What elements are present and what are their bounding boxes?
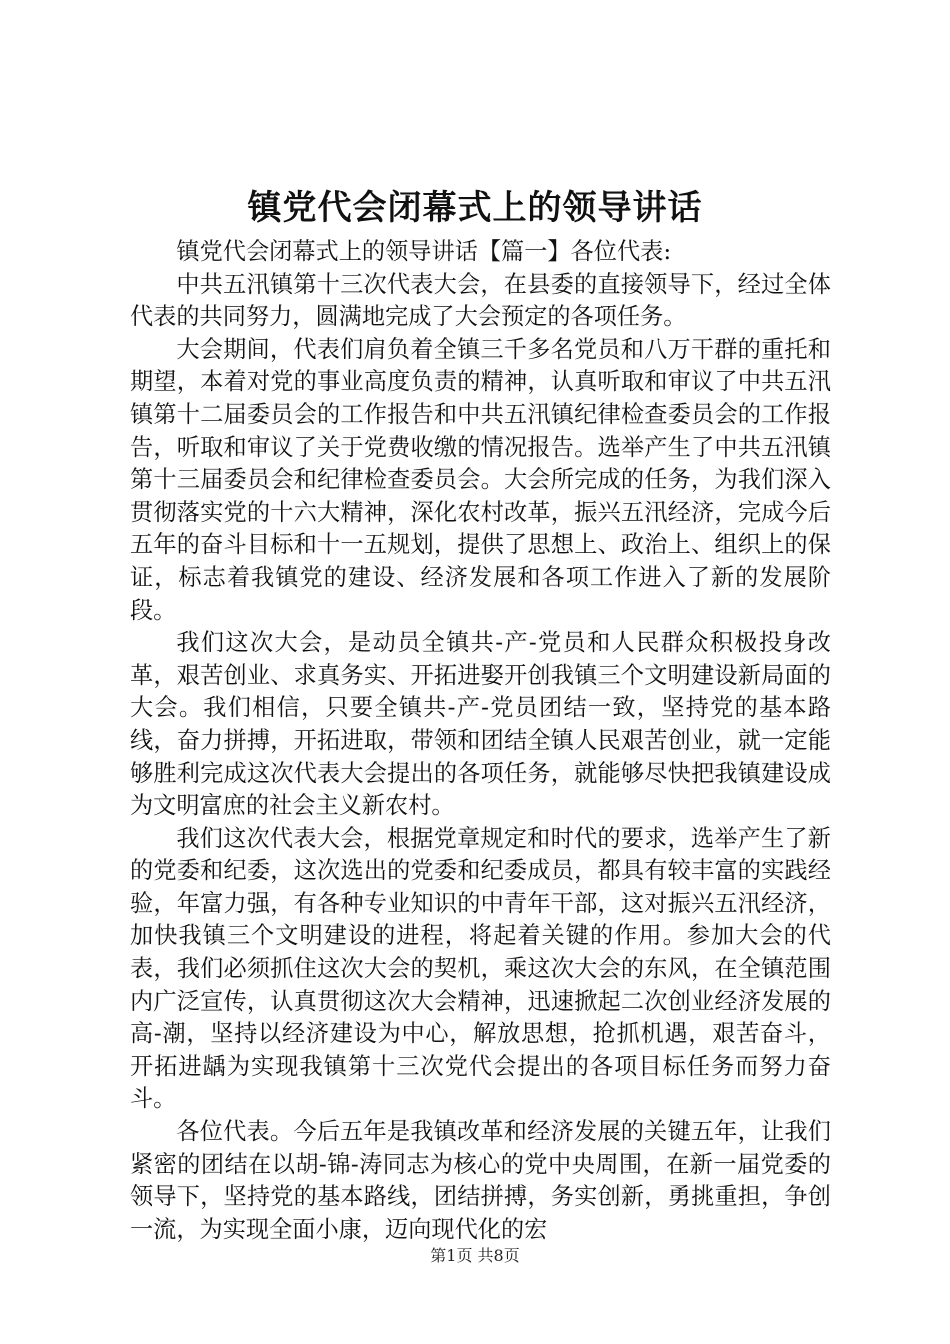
paragraph-2: 中共五汛镇第十三次代表大会，在县委的直接领导下，经过全体代表的共同努力，圆满地完成了大会预定的各项任务。 bbox=[130, 270, 831, 331]
paragraph-1: 镇党代会闭幕式上的领导讲话【篇一】各位代表: bbox=[176, 238, 672, 265]
paragraph-6: 各位代表。今后五年是我镇改革和经济发展的关键五年，让我们紧密的团结在以胡-锦-涛同志为核心的党中央周围，在新一届党委的领导下，坚持党的基本路线，团结拼搏，务实创新，勇挑重担，争创一流，为实现全面小康，迈向现代化的宏 bbox=[130, 1118, 831, 1243]
paragraph-4: 我们这次大会，是动员全镇共-产-党员和人民群众积极投身改革，艰苦创业、求真务实、开拓进娶开创我镇三个文明建设新局面的大会。我们相信，只要全镇共-产-党员团结一致，坚持党的基本路线，奋力拼搏，开拓进取，带领和团结全镇人民艰苦创业，就一定能够胜利完成这次代表大会提出的各项任务，就能够尽快把我镇建设成为文明富庶的社会主义新农村。 bbox=[130, 629, 831, 820]
paragraph-3: 大会期间，代表们肩负着全镇三千多名党员和八万干群的重托和期望，本着对党的事业高度负责的精神，认真听取和审议了中共五汛镇第十二届委员会的工作报告和中共五汛镇纪律检查委员会的工作报告，听取和审议了关于党费收缴的情况报告。选举产生了中共五汛镇第十三届委员会和纪律检查委员会。大会所完成的任务，为我们深入贯彻落实党的十六大精神，深化农村改革，振兴五汛经济，完成今后五年的奋斗目标和十一五规划，提供了思想上、政治上、组织上的保证，标志着我镇党的建设、经济发展和各项工作进入了新的发展阶段。 bbox=[130, 335, 831, 624]
document-title: 镇党代会闭幕式上的领导讲话 bbox=[247, 188, 703, 228]
document-body bbox=[130, 236, 831, 1246]
paragraph-5: 我们这次代表大会，根据党章规定和时代的要求，选举产生了新的党委和纪委，这次选出的党委和纪委成员，都具有较丰富的实践经验，年富力强，有各种专业知识的中青年干部，这对振兴五汛经济，加快我镇三个文明建设的进程，将起着关键的作用。参加大会的代表，我们必须抓住这次大会的契机，乘这次大会的东风，在全镇范围内广泛宣传，认真贯彻这次大会精神，迅速掀起二次创业经济发展的高-潮，坚持以经济建设为中心，解放思想，抢抓机遇，艰苦奋斗，开拓进龋为实现我镇第十三次党代会提出的各项目标任务而努力奋斗。 bbox=[130, 824, 831, 1113]
page-number-footer: 第1页 共8页 bbox=[430, 1246, 520, 1265]
